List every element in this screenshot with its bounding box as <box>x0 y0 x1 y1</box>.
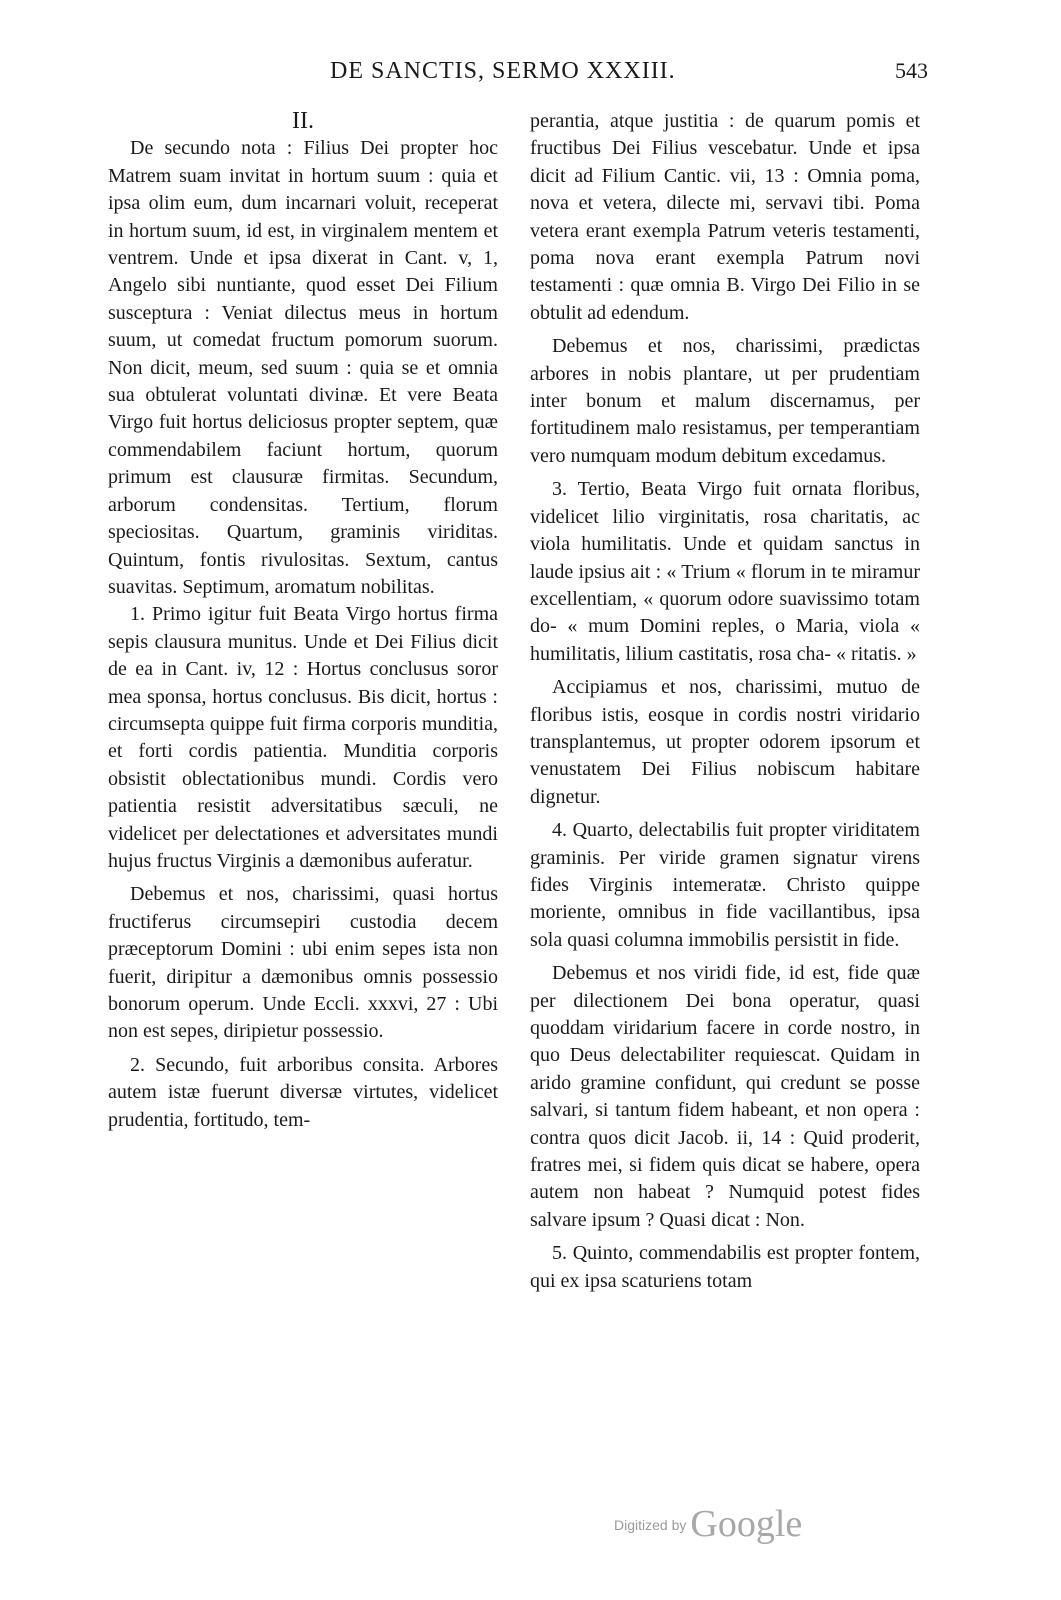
google-logo: Google <box>690 1503 803 1545</box>
paragraph: 2. Secundo, fuit arboribus consita. Arbores autem istæ fuerunt diversæ virtutes, videlicet prudentia, fortitudo, tem- <box>108 1053 498 1131</box>
paragraph: 1. Primo igitur fuit Beata Virgo hortus firma sepis clausura munitus. Unde et Dei Filius dicit de ea in Cant. iv, 12 : Hortus conclusus soror mea sponsa, hortus conclusus. Bis dicit, hortus : circumsepta quippe fuit firma corporis munditia, et forti cordis patientia. Munditia corporis obsistit oblectationibus mundi. Cordis vero patientia resistit adversitatibus sæculi, ne videlicet per delectationes et adversitates mundi hujus fructus Virginis a dæmonibus auferatur. <box>108 603 498 872</box>
digitized-label: Digitized by <box>614 1517 687 1533</box>
right-column <box>530 108 920 1295</box>
section-number: II. <box>292 108 314 134</box>
page-number: 543 <box>895 58 928 83</box>
paragraph: Debemus et nos, charissimi, quasi hortus fructiferus circumsepiri custodia decem præceptorum Domini : ubi enim sepes ista non fuerit, diripitur a dæmonibus omnis possessio bonorum operum. Unde Eccli. xxxvi, 27 : Ubi non est sepes, diripietur possessio. <box>108 883 498 1043</box>
running-title: DE SANCTIS, SERMO XXXIII. <box>330 58 676 84</box>
page-header <box>108 58 928 98</box>
paragraph: 4. Quarto, delectabilis fuit propter viriditatem graminis. Per viride gramen signatur virens fides Virginis intemeratæ. Christo quippe moriente, omnibus in fide vacillantibus, ipsa sola quasi columna immobilis persistit in fide. <box>530 819 920 951</box>
paragraph: Accipiamus et nos, charissimi, mutuo de floribus istis, eosque in cordis nostri viridario transplantemus, ut propter odorem ipsorum et venustatem Dei Filius nobiscum habitare dignetur. <box>530 676 920 808</box>
paragraph: Debemus et nos viridi fide, id est, fide quæ per dilectionem Dei bona operatur, quasi quoddam viridarium facere in corde nostro, in quo Deus delectabiliter requiescat. Quidam in arido gramine confidunt, qui credunt se posse salvari, si tantum fidem habeant, et non opera : contra quos dicit Jacob. ii, 14 : Quid proderit, fratres mei, si fidem quis dicat se habere, opera autem non habeat ? Numquid potest fides salvare ipsum ? Quasi dicat : Non. <box>530 962 920 1231</box>
paragraph: perantia, atque justitia : de quarum pomis et fructibus Dei Filius vescebatur. Unde et ipsa dicit ad Filium Cantic. vii, 13 : Omnia poma, nova et vetera, dilecte mi, servavi tibi. Poma vetera erant exempla Patrum veteris testamenti, poma nova erant exempla Patrum novi testamenti : quæ omnia B. Virgo Dei Filio in se obtulit ad edendum. <box>530 110 920 324</box>
digitized-watermark <box>614 1502 802 1546</box>
paragraph: 5. Quinto, commendabilis est propter fontem, qui ex ipsa scaturiens totam <box>530 1242 920 1292</box>
left-column <box>108 108 498 1134</box>
paragraph: 3. Tertio, Beata Virgo fuit ornata floribus, videlicet lilio virginitatis, rosa charitatis, ac viola humilitatis. Unde et quidam sanctus in laude ipsius ait : « Trium « florum in te miramur excellentiam, « quorum odore suavissimo totam do- « mum Domini reples, o Maria, viola « humilitatis, lilium castitatis, rosa cha- « ritatis. » <box>530 478 920 665</box>
paragraph: De secundo nota : Filius Dei propter hoc Matrem suam invitat in hortum suum : quia et ipsa olim eum, dum incarnari voluit, receperat in hortum suum, id est, in virginalem mentem et ventrem. Unde et ipsa dixerat in Cant. v, 1, Angelo sibi nuntiante, quod esset Dei Filium susceptura : Veniat dilectus meus in hortum suum, ut comedat fructum pomorum suorum. Non dicit, meum, sed suum : quia se et omnia sua obtulerat voluntati divinæ. Et vere Beata Virgo fuit hortus deliciosus propter septem, quæ commendabilem faciunt hortum, quorum primum est clausuræ firmitas. Secundum, arborum condensitas. Tertium, florum speciositas. Quartum, graminis viriditas. Quintum, fontis rivulositas. Sextum, cantus suavitas. Septimum, aromatum nobilitas. <box>108 137 498 598</box>
paragraph: Debemus et nos, charissimi, prædictas arbores in nobis plantare, ut per prudentiam inter bonum et malum discernamus, per fortitudinem malo resistamus, per temperantiam vero numquam modum debitum excedamus. <box>530 335 920 467</box>
